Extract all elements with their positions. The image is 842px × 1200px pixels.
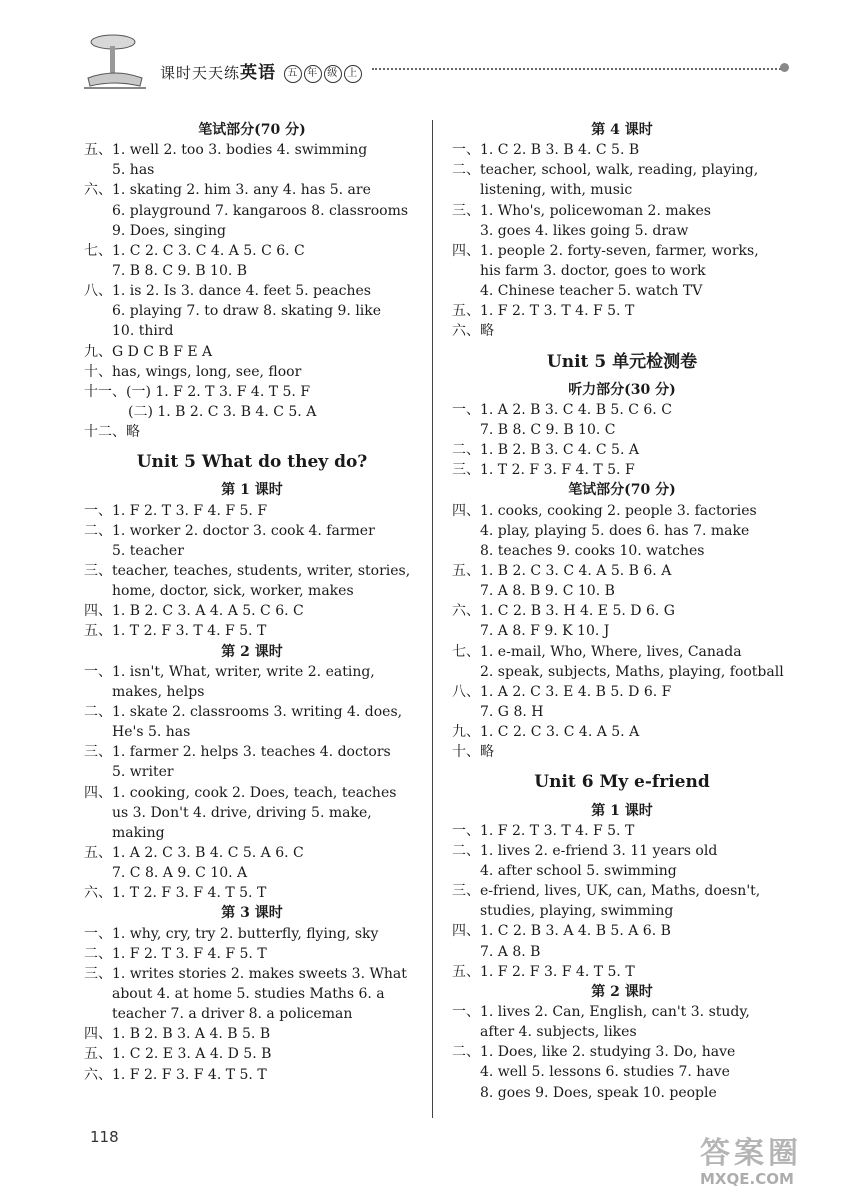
section-heading: 第 1 课时: [221, 482, 283, 499]
answer-line: 四、1. cooks, cooking 2. people 3. factories: [452, 502, 757, 519]
answer-line: 三、1. Who's, policewoman 2. makes: [452, 202, 711, 219]
answer-line: 二、1. B 2. B 3. C 4. C 5. A: [452, 442, 639, 459]
answer-line: 一、1. C 2. B 3. B 4. C 5. B: [452, 142, 640, 159]
answer-line: 二、1. skate 2. classrooms 3. writing 4. does,: [84, 704, 403, 720]
answer-line: 四、1. C 2. B 3. A 4. B 5. A 6. B: [452, 923, 671, 940]
answer-line-continued: 7. B 8. C 9. B 10. B: [112, 263, 248, 279]
answer-line-continued: 5. teacher: [112, 542, 184, 559]
answer-line: 七、1. e-mail, Who, Where, lives, Canada: [452, 643, 742, 660]
section-heading: 第 3 课时: [221, 905, 283, 922]
answer-line: 五、1. F 2. F 3. F 4. T 5. T: [452, 963, 635, 980]
answer-line-continued: 4. well 5. lessons 6. studies 7. have: [480, 1064, 730, 1081]
answer-line-continued: 3. goes 4. likes going 5. draw: [480, 222, 689, 239]
answer-line-continued: 10. third: [112, 323, 174, 340]
header-title-subject: 英语: [240, 63, 277, 83]
answer-line: 一、1. lives 2. Can, English, can't 3. study,: [452, 1004, 750, 1021]
answer-line: 二、1. Does, like 2. studying 3. Do, have: [452, 1044, 736, 1061]
answer-line: 二、1. worker 2. doctor 3. cook 4. farmer: [84, 522, 375, 539]
answer-line: 五、1. T 2. F 3. T 4. F 5. T: [84, 623, 267, 640]
answer-line: 一、1. why, cry, try 2. butterfly, flying, sky: [84, 925, 379, 942]
answer-line-continued: 4. Chinese teacher 5. watch TV: [480, 283, 703, 300]
answer-line: 二、teacher, school, walk, reading, playing,: [452, 162, 759, 179]
answer-line: 三、e-friend, lives, UK, can, Maths, doesn't,: [452, 883, 761, 900]
grade-badge: 年: [304, 65, 322, 83]
answer-line: 十、has, wings, long, see, floor: [84, 363, 302, 380]
answer-line: 一、1. isn't, What, writer, write 2. eating,: [84, 663, 375, 680]
answer-line: 三、teacher, teaches, students, writer, stories,: [84, 563, 411, 579]
grade-badge: 级: [324, 65, 342, 83]
answer-line: 五、1. well 2. too 3. bodies 4. swimming: [84, 142, 368, 159]
answer-line-continued: 4. play, playing 5. does 6. has 7. make: [480, 522, 750, 539]
answer-line: 八、1. A 2. C 3. E 4. B 5. D 6. F: [452, 683, 672, 700]
answer-line: 二、1. F 2. T 3. F 4. F 5. T: [84, 945, 267, 962]
answer-line-continued: us 3. Don't 4. drive, driving 5. make,: [112, 804, 372, 821]
page-number: 118: [90, 1128, 119, 1146]
answer-line-continued: 7. G 8. H: [480, 704, 544, 720]
section-heading: 笔试部分(70 分): [198, 122, 306, 138]
section-heading: 第 2 课时: [221, 643, 283, 660]
answer-line-continued: listening, with, music: [480, 182, 633, 199]
section-heading: 笔试部分(70 分): [568, 482, 676, 499]
answer-line: 三、1. farmer 2. helps 3. teaches 4. doctors: [84, 744, 391, 761]
answer-line-continued: 7. B 8. C 9. B 10. C: [480, 422, 616, 439]
grade-badge: 五: [284, 65, 302, 83]
column-divider: [432, 120, 433, 1118]
watermark-url: MXQE.COM: [700, 1170, 794, 1188]
answer-line-continued: 7. A 8. F 9. K 10. J: [480, 623, 610, 640]
answer-line: 四、1. B 2. C 3. A 4. A 5. C 6. C: [84, 603, 304, 620]
section-heading: 第 2 课时: [591, 983, 653, 1000]
watermark: [700, 1138, 830, 1194]
answer-line: 二、1. lives 2. e-friend 3. 11 years old: [452, 842, 718, 859]
unit-title: Unit 6 My e-friend: [534, 772, 710, 793]
answer-line-continued: 6. playground 7. kangaroos 8. classrooms: [112, 202, 409, 219]
unit-title: Unit 5 What do they do?: [136, 452, 368, 473]
answer-line-continued: teacher 7. a driver 8. a policeman: [112, 1006, 353, 1023]
grade-badge: 上: [344, 65, 362, 83]
answer-line-continued: 6. playing 7. to draw 8. skating 9. like: [112, 303, 382, 320]
answer-line-continued: making: [112, 824, 165, 841]
answer-line: 十、略: [452, 744, 494, 761]
answer-line: 六、1. C 2. B 3. H 4. E 5. D 6. G: [452, 603, 675, 620]
answer-line: 六、1. F 2. F 3. F 4. T 5. T: [84, 1066, 267, 1083]
answer-line: 六、略: [452, 323, 494, 340]
answer-line: 十二、略: [84, 424, 140, 441]
answer-line: 四、1. cooking, cook 2. Does, teach, teaches: [84, 784, 397, 801]
left-answer-column: [84, 120, 420, 1085]
answer-line: 六、1. T 2. F 3. F 4. T 5. T: [84, 885, 267, 902]
answer-line: 一、1. F 2. T 3. T 4. F 5. T: [452, 822, 635, 839]
answer-line-continued: 8. goes 9. Does, speak 10. people: [480, 1084, 717, 1101]
section-heading: 第 4 课时: [591, 122, 653, 138]
answer-line: 四、1. B 2. B 3. A 4. B 5. B: [84, 1026, 271, 1043]
header-dotted-rule: [372, 68, 784, 72]
answer-line-continued: makes, helps: [112, 683, 205, 700]
answer-line: 十一、(一) 1. F 2. T 3. F 4. T 5. F: [84, 383, 311, 400]
answer-line: 四、1. people 2. forty-seven, farmer, works,: [452, 242, 759, 259]
answer-line: 一、1. F 2. T 3. F 4. F 5. F: [84, 502, 268, 519]
answer-line: 五、1. A 2. C 3. B 4. C 5. A 6. C: [84, 844, 304, 861]
answer-line: 五、1. C 2. E 3. A 4. D 5. B: [84, 1046, 272, 1063]
answer-line: 一、1. A 2. B 3. C 4. B 5. C 6. C: [452, 401, 672, 418]
unit-title: Unit 5 单元检测卷: [546, 351, 698, 372]
answer-line-continued: He's 5. has: [112, 724, 191, 741]
header-title-prefix: 课时天天练: [160, 64, 241, 82]
right-answer-column: [452, 120, 792, 1103]
header-title: [160, 58, 362, 83]
answer-line: 五、1. B 2. C 3. C 4. A 5. B 6. A: [452, 563, 672, 580]
answer-line-continued: 7. A 8. B 9. C 10. B: [480, 583, 615, 600]
answer-line-continued: 7. A 8. B: [480, 943, 541, 960]
answer-line: 三、1. T 2. F 3. F 4. T 5. F: [452, 462, 635, 479]
answer-line: 九、G D C B F E A: [84, 343, 213, 360]
answer-line-continued: 7. C 8. A 9. C 10. A: [112, 865, 248, 882]
answer-line-continued: his farm 3. doctor, goes to work: [480, 263, 706, 279]
answer-line-continued: 8. teaches 9. cooks 10. watches: [480, 542, 705, 559]
answer-line-continued: (二) 1. B 2. C 3. B 4. C 5. A: [128, 403, 317, 420]
section-heading: 第 1 课时: [591, 802, 653, 819]
answer-line-continued: home, doctor, sick, worker, makes: [112, 583, 354, 600]
section-heading: 听力部分(30 分): [568, 381, 676, 398]
answer-line-continued: after 4. subjects, likes: [480, 1024, 637, 1041]
header-rule-end-dot: [780, 63, 789, 72]
answer-line: 七、1. C 2. C 3. C 4. A 5. C 6. C: [84, 242, 305, 259]
answer-line-continued: about 4. at home 5. studies Maths 6. a: [112, 985, 385, 1002]
desk-lamp-icon: [80, 28, 150, 96]
answer-line-continued: 5. writer: [112, 764, 174, 781]
answer-line: 八、1. is 2. Is 3. dance 4. feet 5. peaches: [84, 283, 371, 300]
answer-line-continued: 4. after school 5. swimming: [480, 863, 677, 880]
answer-line-continued: 9. Does, singing: [112, 222, 226, 239]
answer-line-continued: 5. has: [112, 162, 155, 179]
answer-line: 五、1. F 2. T 3. T 4. F 5. T: [452, 303, 635, 320]
answer-line-continued: studies, playing, swimming: [480, 903, 674, 920]
answer-line: 九、1. C 2. C 3. C 4. A 5. A: [452, 724, 640, 741]
answer-line: 三、1. writes stories 2. makes sweets 3. What: [84, 965, 407, 982]
page-header: [0, 0, 842, 110]
answer-line-continued: 2. speak, subjects, Maths, playing, football: [480, 663, 784, 680]
watermark-logo-text: 答案圈: [700, 1136, 802, 1171]
answer-line: 六、1. skating 2. him 3. any 4. has 5. are: [84, 182, 371, 199]
